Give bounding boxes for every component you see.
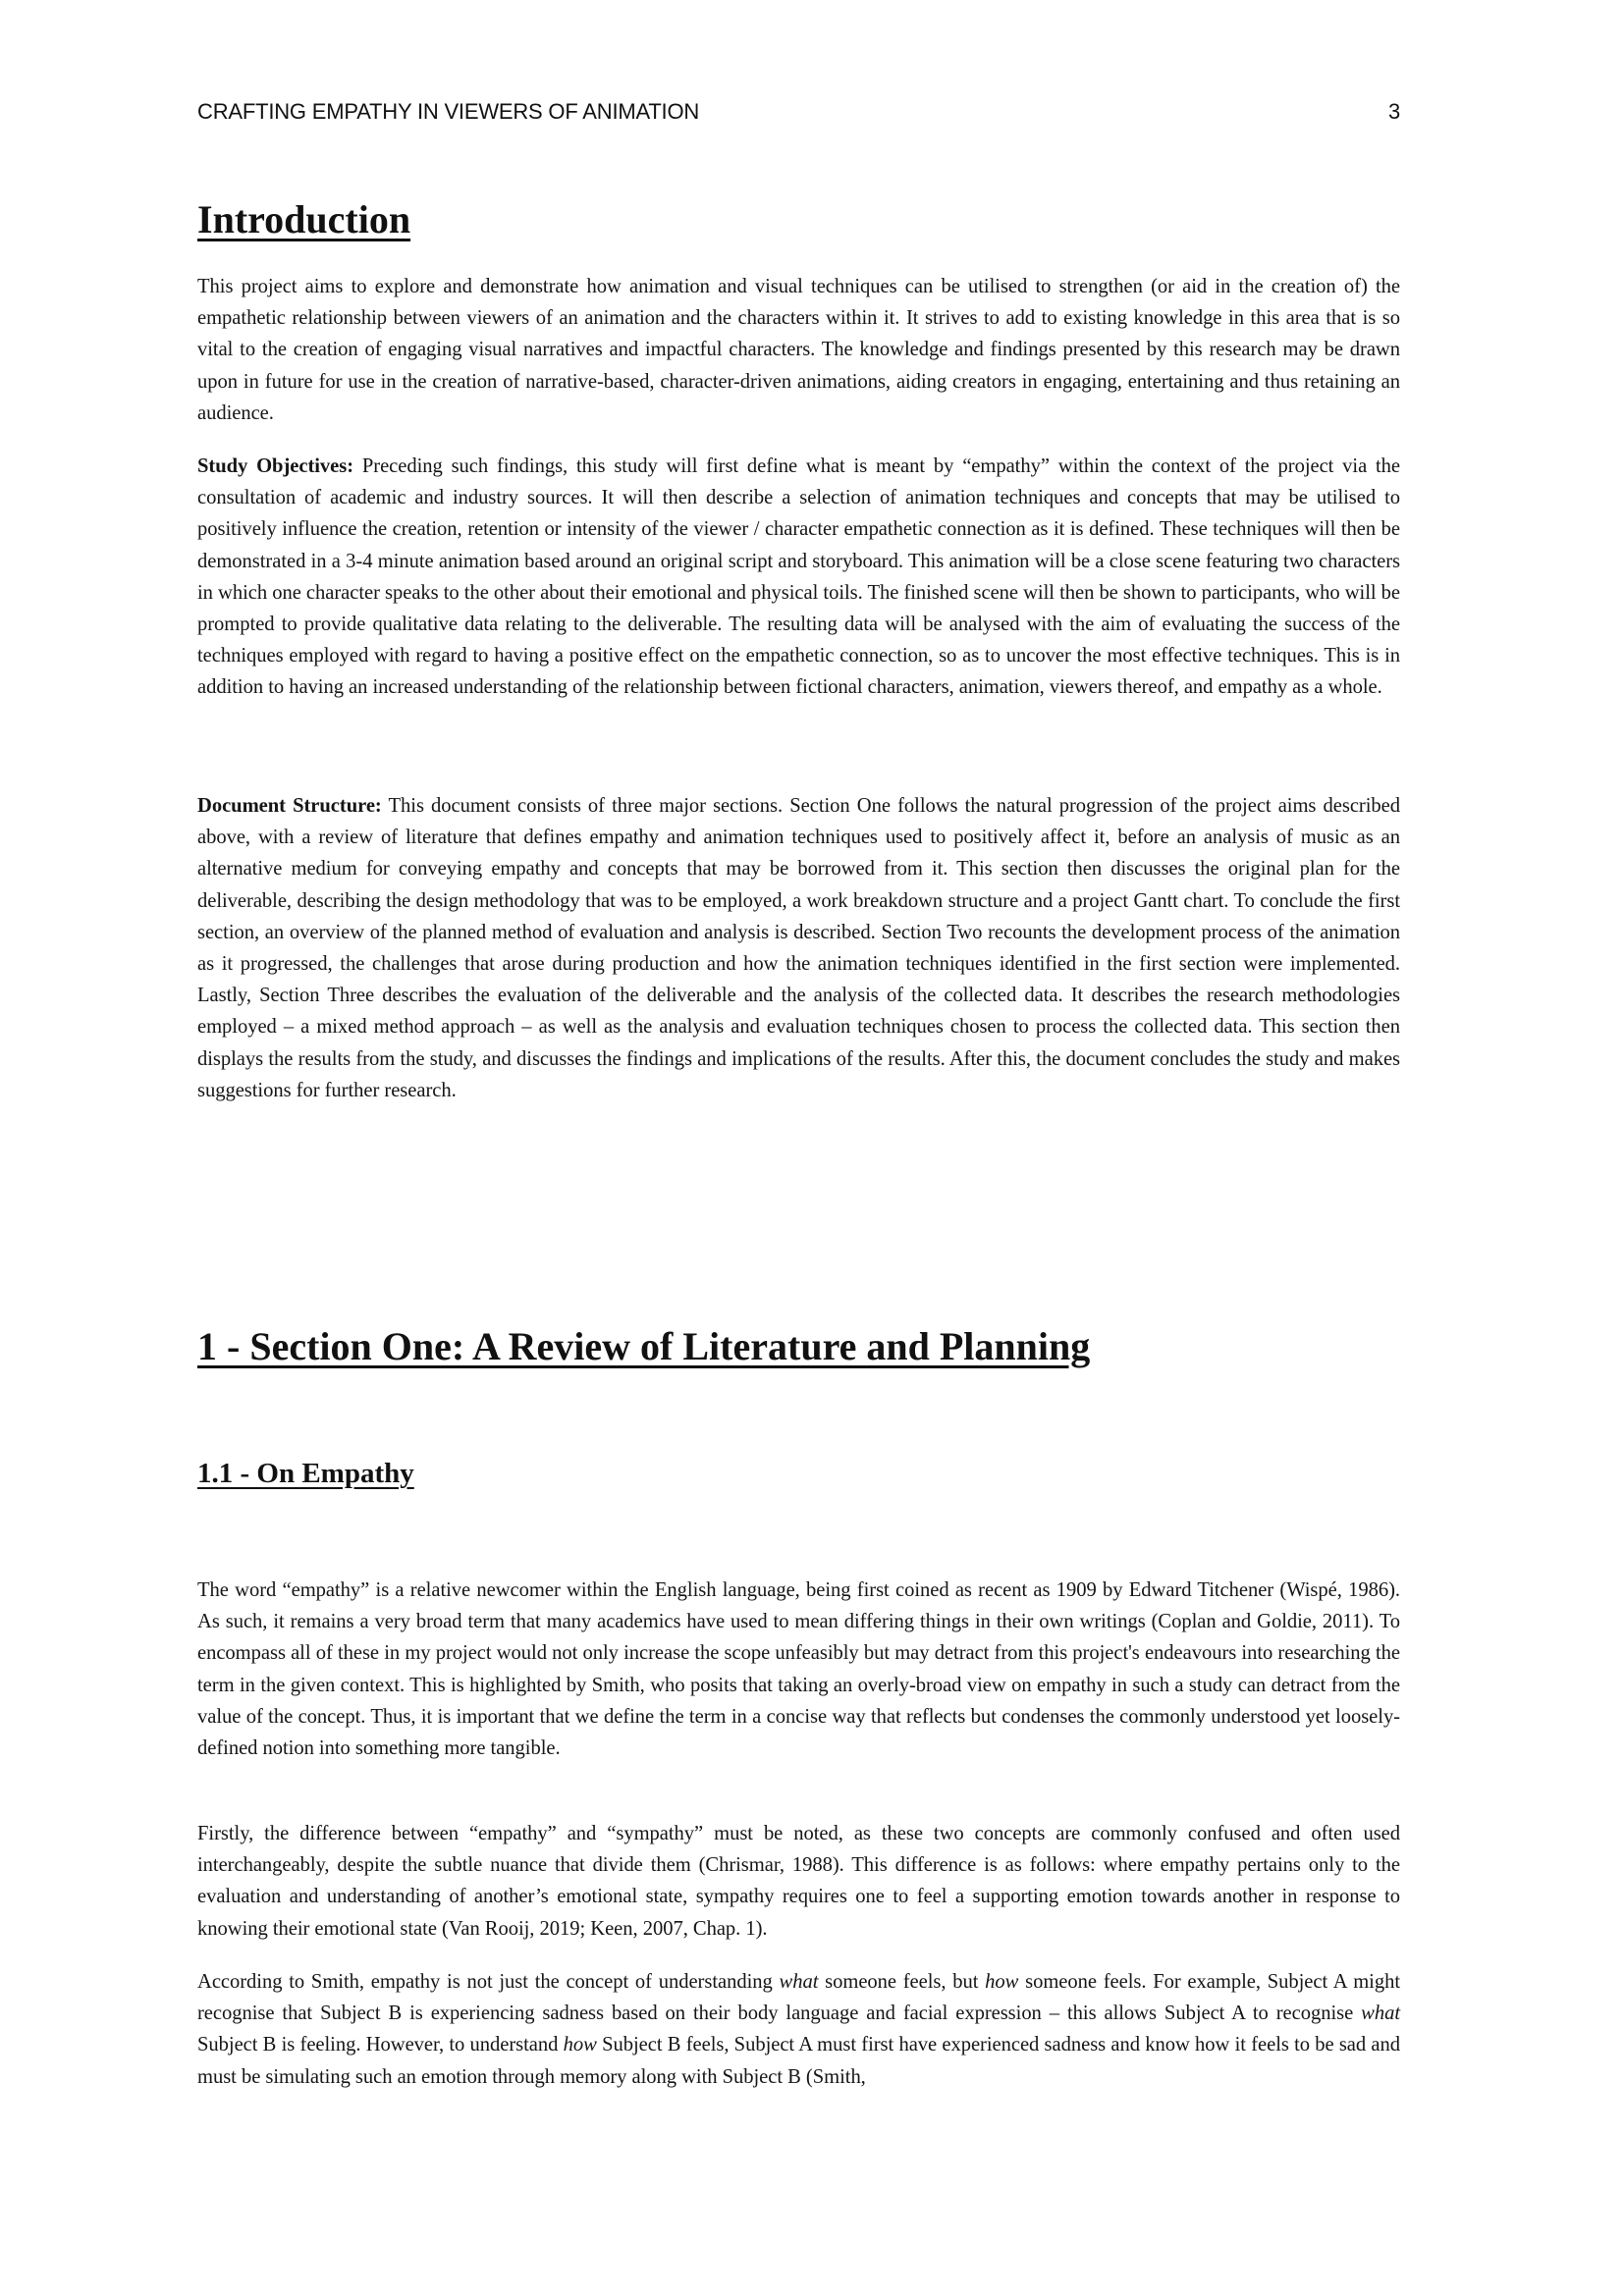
study-objectives-label: Study Objectives: [197, 455, 354, 477]
emphasis-how: how [563, 2034, 597, 2056]
study-objectives-paragraph [197, 451, 1400, 704]
document-structure-paragraph [197, 790, 1400, 1106]
text-segment: Subject B feels, Subject A must first have experienced sadness and know how it feels to be sad and must be simulating such an emotion through memory along with Subject B (Smith, [197, 2034, 1400, 2088]
introduction-heading: Introduction [197, 197, 411, 241]
running-header [197, 99, 1400, 125]
empathy-paragraph-2: Firstly, the difference between “empathy” and “sympathy” must be noted, as these two concepts are commonly confused and often used interchangeably, despite the subtle nuance that divide them (Chrismar, 1988). This difference is as follows: where empathy pertains only to the evaluation and understanding of another’s emotional state, sympathy requires one to feel a supporting emotion towards another in response to knowing their emotional state (Van Rooij, 2019; Keen, 2007, Chap. 1). [197, 1823, 1400, 1940]
on-empathy-heading: 1.1 - On Empathy [197, 1458, 414, 1489]
emphasis-how: how [985, 1971, 1019, 1993]
running-title: CRAFTING EMPATHY IN VIEWERS OF ANIMATION [197, 99, 700, 124]
emphasis-what: what [779, 1971, 819, 1993]
document-structure-text: This document consists of three major sections. Section One follows the natural progression of the project aims described above, with a review of literature that defines empathy and animation techniques used to positively affect it, before an analysis of music as an alternative medium for conveying empathy and concepts that may be borrowed from it. This section then discusses the original plan for the deliverable, describing the design methodology that was to be employed, a work breakdown structure and a project Gantt chart. To conclude the first section, an overview of the planned method of evaluation and analysis is described. Section Two recounts the development process of the animation as it progressed, the challenges that arose during production and how the animation techniques identified in the first section were implemented. Lastly, Section Three describes the evaluation of the deliverable and the analysis of the collected data. It describes the research methodologies employed – a mixed method approach – as well as the analysis and evaluation techniques chosen to process the collected data. This section then displays the results from the study, and discusses the findings and implications of the results. After this, the document concludes the study and makes suggestions for further research. [197, 795, 1400, 1101]
text-segment: Subject B is feeling. However, to understand [197, 2034, 564, 2056]
text-segment: someone feels. For example, Subject A might recognise that Subject B is experiencing sadness based on their body language and facial expression – this allows Subject A to recognise [197, 1971, 1400, 2025]
text-segment: someone feels, but [818, 1971, 986, 1993]
study-objectives-text: Preceding such findings, this study will first define what is meant by “empathy” within the context of the project via the consultation of academic and industry sources. It will then describe a selection of animation techniques and concepts that may be utilised to positively influence the creation, retention or intensity of the viewer / character empathetic connection as it is defined. These techniques will then be demonstrated in a 3-4 minute animation based around an original script and storyboard. This animation will be a close scene featuring two characters in which one character speaks to the other about their emotional and physical toils. The finished scene will then be shown to participants, who will be prompted to provide qualitative data relating to the deliverable. The resulting data will be analysed with the aim of evaluating the success of the techniques employed with regard to having a positive effect on the empathetic connection, so as to uncover the most effective techniques. This is in addition to having an increased understanding of the relationship between fictional characters, animation, viewers thereof, and empathy as a whole. [197, 455, 1400, 699]
emphasis-what: what [1361, 2002, 1400, 2025]
document-structure-label: Document Structure: [197, 795, 382, 817]
section-one-heading: 1 - Section One: A Review of Literature and Planning [197, 1324, 1091, 1368]
introduction-paragraph: This project aims to explore and demonstrate how animation and visual techniques can be utilised to strengthen (or aid in the creation of) the empathetic relationship between viewers of an animation and the characters within it. It strives to add to existing knowledge in this area that is so vital to the creation of engaging visual narratives and impactful characters. The knowledge and findings presented by this research may be drawn upon in future for use in the creation of narrative-based, character-driven animations, aiding creators in engaging, entertaining and thus retaining an audience. [197, 276, 1400, 424]
empathy-paragraph-3 [197, 1966, 1400, 2093]
empathy-paragraph-1: The word “empathy” is a relative newcomer within the English language, being first coined as recent as 1909 by Edward Titchener (Wispé, 1986). As such, it remains a very broad term that many academics have used to mean differing things in their own writings (Coplan and Goldie, 2011). To encompass all of these in my project would not only increase the scope unfeasibly but may detract from this project's endeavours into researching the term in the given context. This is highlighted by Smith, who posits that taking an overly-broad view on empathy in such a study can detract from the value of the concept. Thus, it is important that we define the term in a concise way that reflects but condenses the commonly understood yet loosely-defined notion into something more tangible. [197, 1579, 1400, 1760]
text-segment: According to Smith, empathy is not just the concept of understanding [197, 1971, 780, 1993]
page-number: 3 [1387, 99, 1400, 124]
